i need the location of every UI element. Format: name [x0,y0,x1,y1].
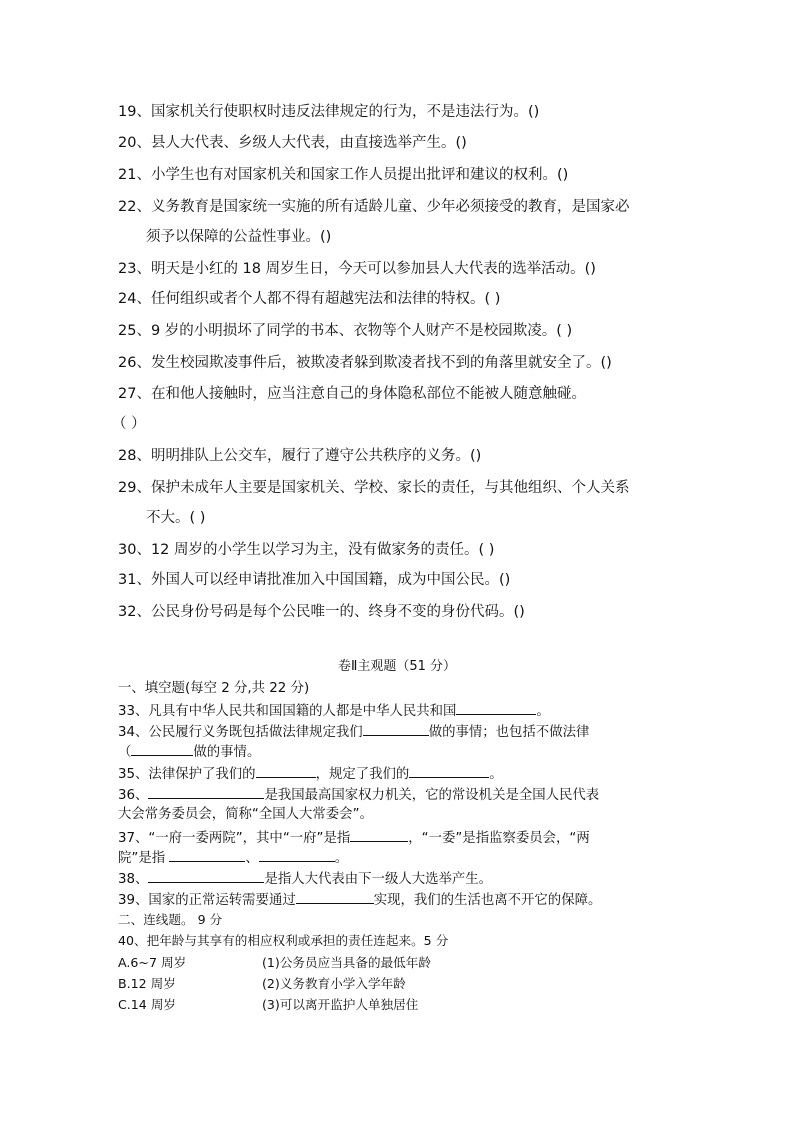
match-row [118,954,431,972]
match-header: 二、连线题。 9 分 [118,912,223,927]
question-q22b: 须予以保障的公益性事业。() [146,229,332,245]
match-intro: 40、把年龄与其享有的相应权利或承担的责任连起来。5 分 [118,933,449,948]
question-38: 38、 是指人大代表由下一级人大选举产生。 [118,869,492,889]
question-33: 33、凡具有中华人民共和国国籍的人都是中华人民共和国 。 [118,701,550,721]
answer-blank[interactable] [148,869,264,883]
question-q29a: 29、保护未成年人主要是国家机关、学校、家长的责任，与其他组织、个人关系 [118,480,630,496]
answer-blank[interactable] [259,848,335,862]
question-q27b: （ ） [112,416,146,432]
question-35: 35、法律保护了我们的 ，规定了我们的 。 [118,764,503,784]
answer-blank[interactable] [456,701,536,715]
question-q22a: 22、义务教育是国家统一实施的所有适龄儿童、少年必须接受的教育，是国家必 [118,199,630,215]
answer-blank[interactable] [169,848,245,862]
question-36-line2: 大会常务委员会，简称“全国人大常委会”。 [118,807,373,822]
fill-header: 一、填空题(每空 2 分,共 22 分) [118,681,310,696]
question-q27a: 27、在和他人接触时，应当注意自己的身体隐私部位不能被人随意触碰。 [118,386,586,402]
question-q31: 31、外国人可以经申请批准加入中国国籍，成为中国公民。() [118,572,511,588]
question-q26: 26、发生校园欺凌事件后，被欺凌者躲到欺凌者找不到的角落里就安全了。() [118,355,612,371]
answer-blank[interactable] [256,764,316,778]
question-q30: 30、12 周岁的小学生以学习为主，没有做家务的责任。( ) [118,542,495,558]
match-left-item[interactable]: C.14 周岁 [118,997,177,1012]
match-right-item[interactable]: (1)公务员应当具备的最低年龄 [262,955,431,970]
question-q19: 19、国家机关行使职权时违反法律规定的行为，不是违法行为。() [118,104,540,120]
question-34: 34、公民履行义务既包括做法律规定我们 做的事情；也包括不做法律 [118,722,589,742]
question-36: 36、 是我国最高国家权力机关，它的常设机关是全国人民代表 [118,785,599,805]
question-37-line2: 院”是指 、 。 [118,848,348,868]
answer-blank[interactable] [296,890,374,904]
section-title: 卷Ⅱ主观题（51 分） [337,659,457,674]
match-right-item[interactable]: (3)可以离开监护人单独居住 [262,997,419,1012]
question-q21: 21、小学生也有对国家机关和国家工作人员提出批评和建议的权利。() [118,167,569,183]
question-37: 37、“一府一委两院”，其中“一府”是指 ，“一委”是指监察委员会，“两 [118,828,590,848]
match-right-item[interactable]: (2)义务教育小学入学年龄 [262,976,406,991]
question-39: 39、国家的正常运转需要通过 实现，我们的生活也离不开它的保障。 [118,890,601,910]
question-q24: 24、任何组织或者个人都不得有超越宪法和法律的特权。( ) [118,291,501,307]
answer-blank[interactable] [363,722,429,736]
question-q23: 23、明天是小红的 18 周岁生日，今天可以参加县人大代表的选举活动。() [118,261,596,277]
answer-blank[interactable] [409,764,489,778]
match-row [118,996,419,1014]
match-left-item[interactable]: B.12 周岁 [118,976,176,991]
question-34-line2: （ 做的事情。 [118,742,260,762]
question-q25: 25、9 岁的小明损坏了同学的书本、衣物等个人财产不是校园欺凌。( ) [118,323,573,339]
match-left-item[interactable]: A.6~7 周岁 [118,955,187,970]
question-q29b: 不大。( ) [146,510,206,526]
question-q32: 32、公民身份号码是每个公民唯一的、终身不变的身份代码。() [118,604,525,620]
answer-blank[interactable] [350,828,408,842]
question-q28: 28、明明排队上公交车，履行了遵守公共秩序的义务。() [118,448,482,464]
match-row [118,975,406,993]
answer-blank[interactable] [148,785,264,799]
answer-blank[interactable] [131,742,193,756]
question-q20: 20、县人大代表、乡级人大代表，由直接选举产生。() [118,135,467,151]
